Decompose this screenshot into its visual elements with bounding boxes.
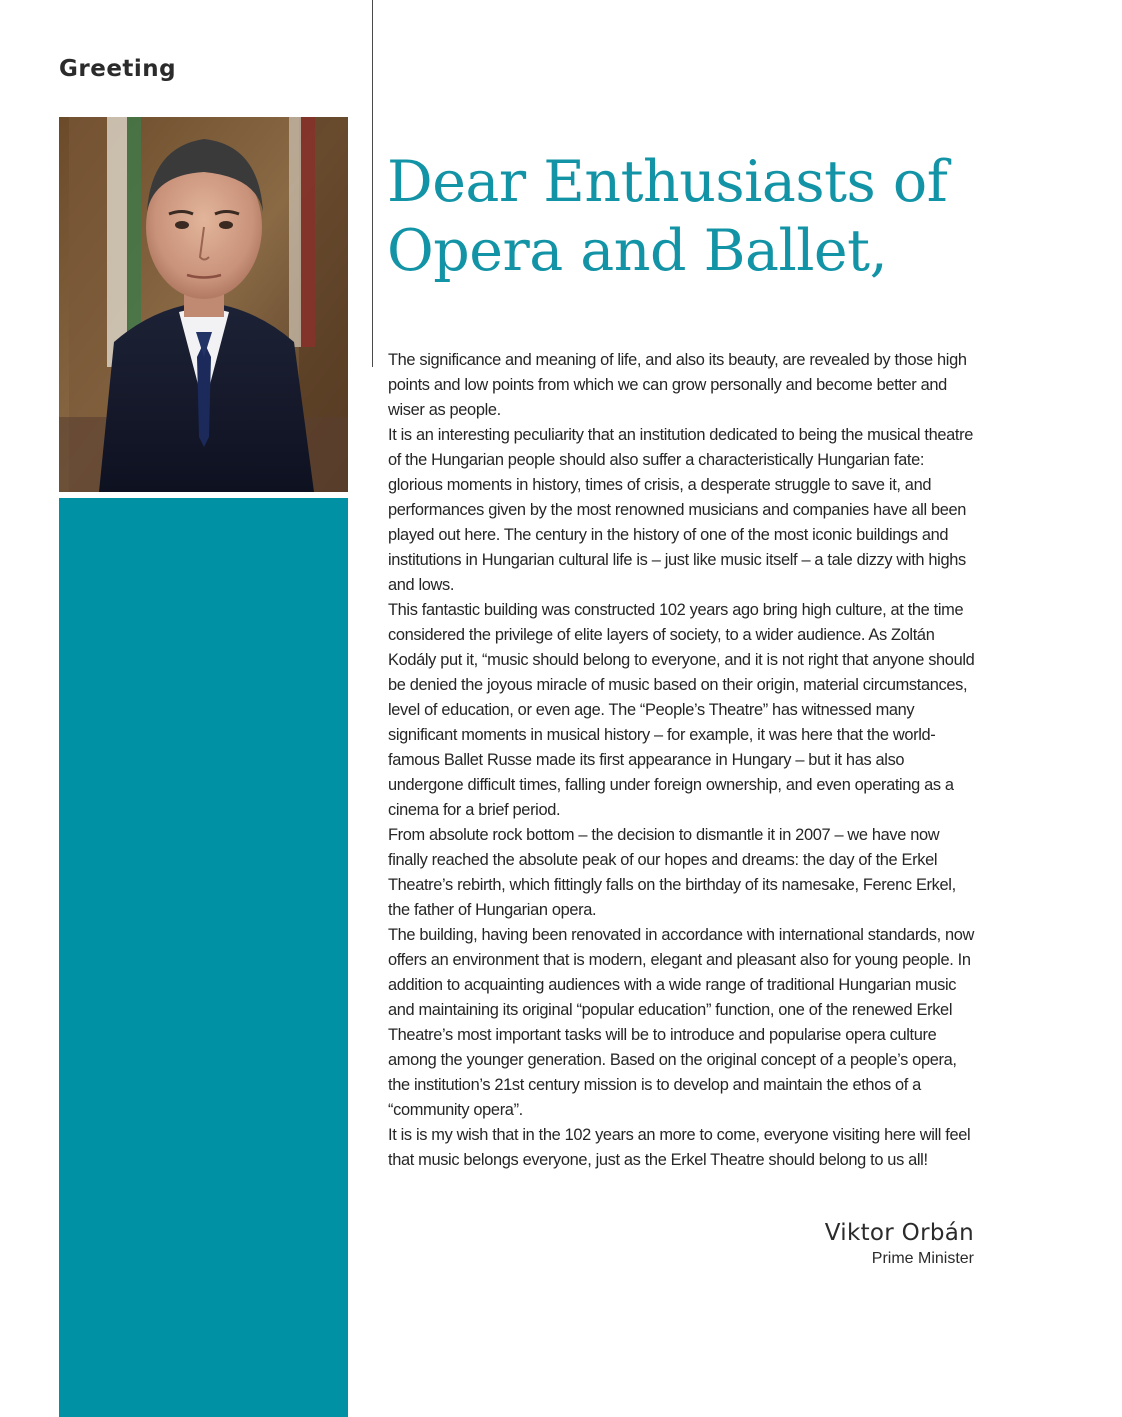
letter-paragraph: It is an interesting peculiarity that an institution dedicated to being the musical theatre of the Hungarian people should also suffer a characteristically Hungarian fate: glorious moments in history, times of crisis, a desperate struggle to save it, and performances given by the most renowned musicians and companies have all been played out here. The century in the history of one of the most iconic buildings and institutions in Hungarian cultural life is – just like music itself – a tale dizzy with highs and lows. xyxy=(388,426,973,594)
letter-paragraph: This fantastic building was constructed 102 years ago bring high culture, at the time considered the privilege of elite layers of society, to a wider audience. As Zoltán Kodály put it, “music should belong to everyone, and it is not right that anyone should be denied the joyous miracle of music based on their origin, material circumstances, level of education, or even age. The “People’s Theatre” has witnessed many significant moments in musical history – for example, it was here that the world-famous Ballet Russe made its first appearance in Hungary – but it has also undergone difficult times, falling under foreign ownership, and even operating as a cinema for a brief period. xyxy=(388,601,975,819)
page-headline xyxy=(387,148,1047,286)
signature-name: Viktor Orbán xyxy=(824,1220,974,1246)
letter-body xyxy=(388,348,978,1173)
section-label: Greeting xyxy=(59,56,177,82)
portrait-photo xyxy=(59,117,348,492)
teal-accent-band xyxy=(59,498,348,1417)
letter-paragraph: The building, having been renovated in accordance with international standards, now offers an environment that is modern, elegant and pleasant also for young people. In addition to acquainting audiences with a wide range of traditional Hungarian music and maintaining its original “popular education” function, one of the renewed Erkel Theatre’s most important tasks will be to introduce and popularise opera culture among the younger generation. Based on the original concept of a people’s opera, the institution’s 21st century mission is to develop and maintain the ethos of a “community opera”. xyxy=(388,926,974,1119)
letter-paragraph: It is is my wish that in the 102 years an more to come, everyone visiting here will feel that music belongs everyone, just as the Erkel Theatre should belong to us all! xyxy=(388,1126,971,1169)
signature-block xyxy=(700,1218,974,1270)
letter-paragraph: From absolute rock bottom – the decision to dismantle it in 2007 – we have now finally reached the absolute peak of our hopes and dreams: the day of the Erkel Theatre’s rebirth, which fittingly falls on the birthday of its namesake, Ferenc Erkel, the father of Hungarian opera. xyxy=(388,826,956,919)
signature-title: Prime Minister xyxy=(871,1250,974,1267)
headline-line-2: Opera and Ballet, xyxy=(387,218,888,284)
vertical-divider xyxy=(372,0,373,367)
headline-line-1: Dear Enthusiasts of xyxy=(387,149,948,215)
letter-paragraph: The significance and meaning of life, and also its beauty, are revealed by those high points and low points from which we can grow personally and become better and wiser as people. xyxy=(388,351,967,419)
